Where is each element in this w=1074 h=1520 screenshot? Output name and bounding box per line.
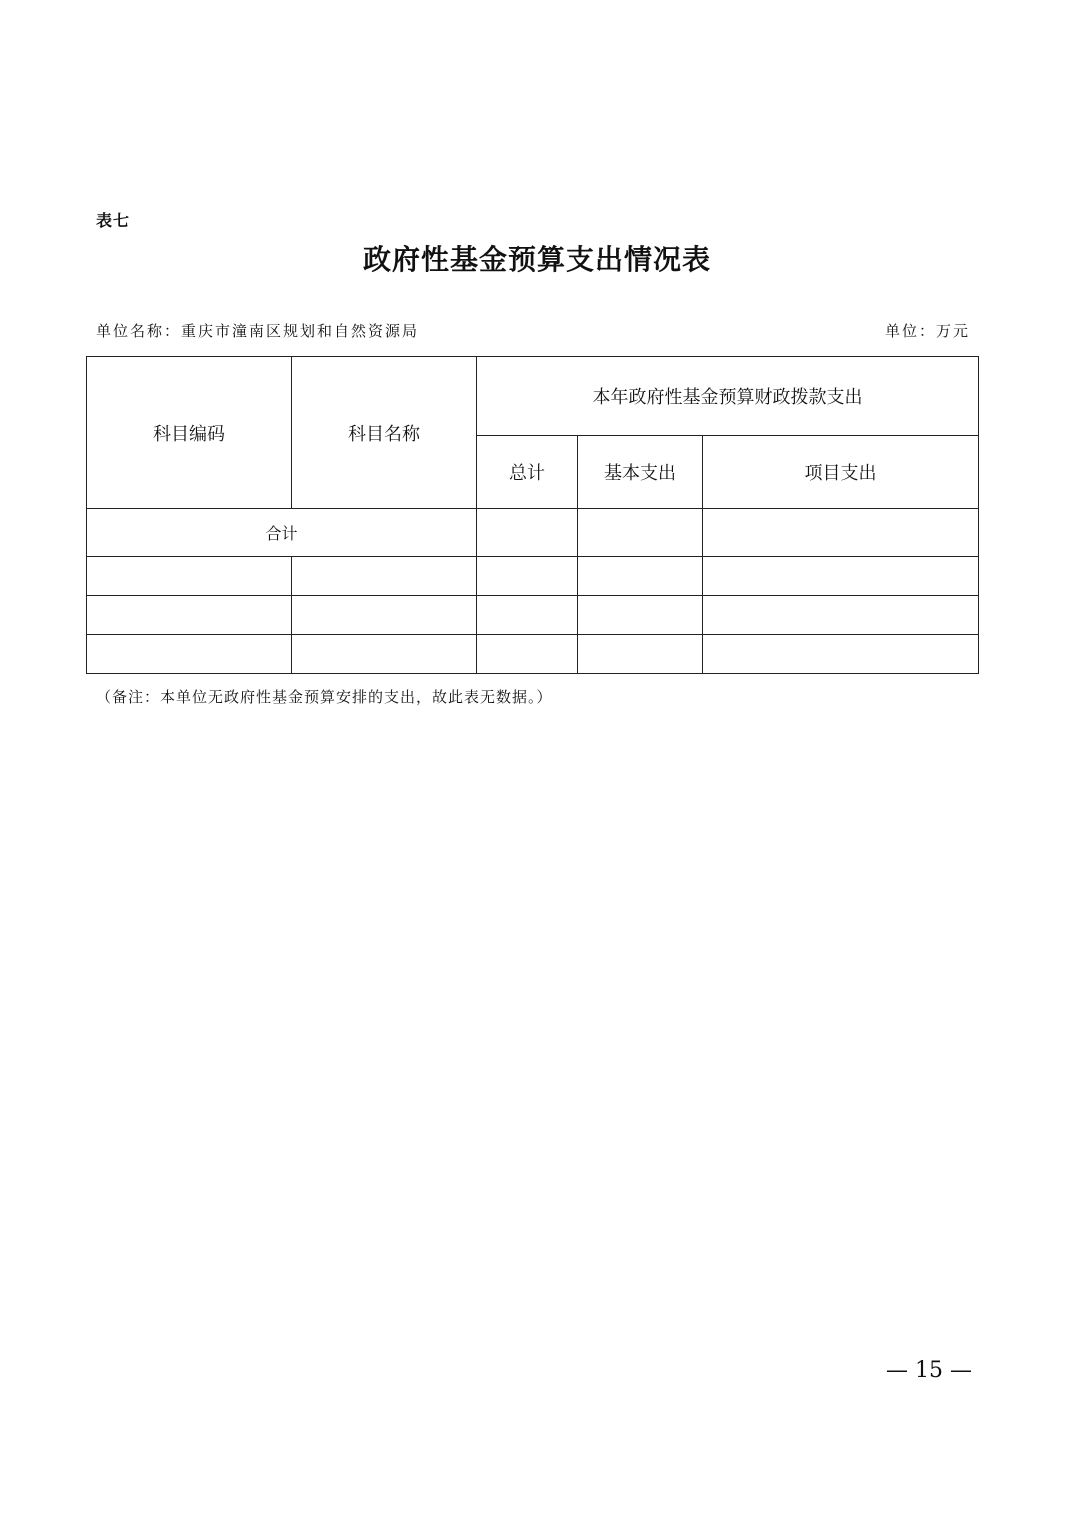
header-basic: 基本支出 — [578, 436, 703, 509]
code-cell — [87, 596, 292, 635]
code-cell — [87, 635, 292, 674]
table-row — [87, 557, 979, 596]
page-number: — 15 — — [886, 1358, 972, 1383]
total-label: 合计 — [87, 509, 477, 557]
unit-label: 单位：万元 — [884, 322, 970, 340]
budget-table — [86, 356, 979, 674]
basic-cell — [578, 596, 703, 635]
code-cell — [87, 557, 292, 596]
header-project: 项目支出 — [703, 436, 979, 509]
project-cell — [703, 509, 979, 557]
project-cell — [703, 557, 979, 596]
header-group: 本年政府性基金预算财政拨款支出 — [477, 357, 979, 436]
basic-cell — [578, 557, 703, 596]
footnote: （备注：本单位无政府性基金预算安排的支出，故此表无数据。） — [96, 688, 553, 706]
page-title: 政府性基金预算支出情况表 — [362, 243, 711, 276]
unit-name: 单位名称：重庆市潼南区规划和自然资源局 — [96, 322, 420, 340]
total-cell — [477, 596, 578, 635]
name-cell — [292, 596, 477, 635]
total-row — [87, 509, 979, 557]
basic-cell — [578, 509, 703, 557]
total-cell — [477, 509, 578, 557]
name-cell — [292, 557, 477, 596]
table-row — [87, 635, 979, 674]
header-subject-code: 科目编码 — [87, 357, 292, 509]
header-subject-name: 科目名称 — [292, 357, 477, 509]
header-total: 总计 — [477, 436, 578, 509]
basic-cell — [578, 635, 703, 674]
name-cell — [292, 635, 477, 674]
table-row — [87, 596, 979, 635]
project-cell — [703, 635, 979, 674]
total-cell — [477, 635, 578, 674]
table-number: 表七 — [96, 211, 131, 230]
total-cell — [477, 557, 578, 596]
header-row — [87, 357, 979, 436]
project-cell — [703, 596, 979, 635]
